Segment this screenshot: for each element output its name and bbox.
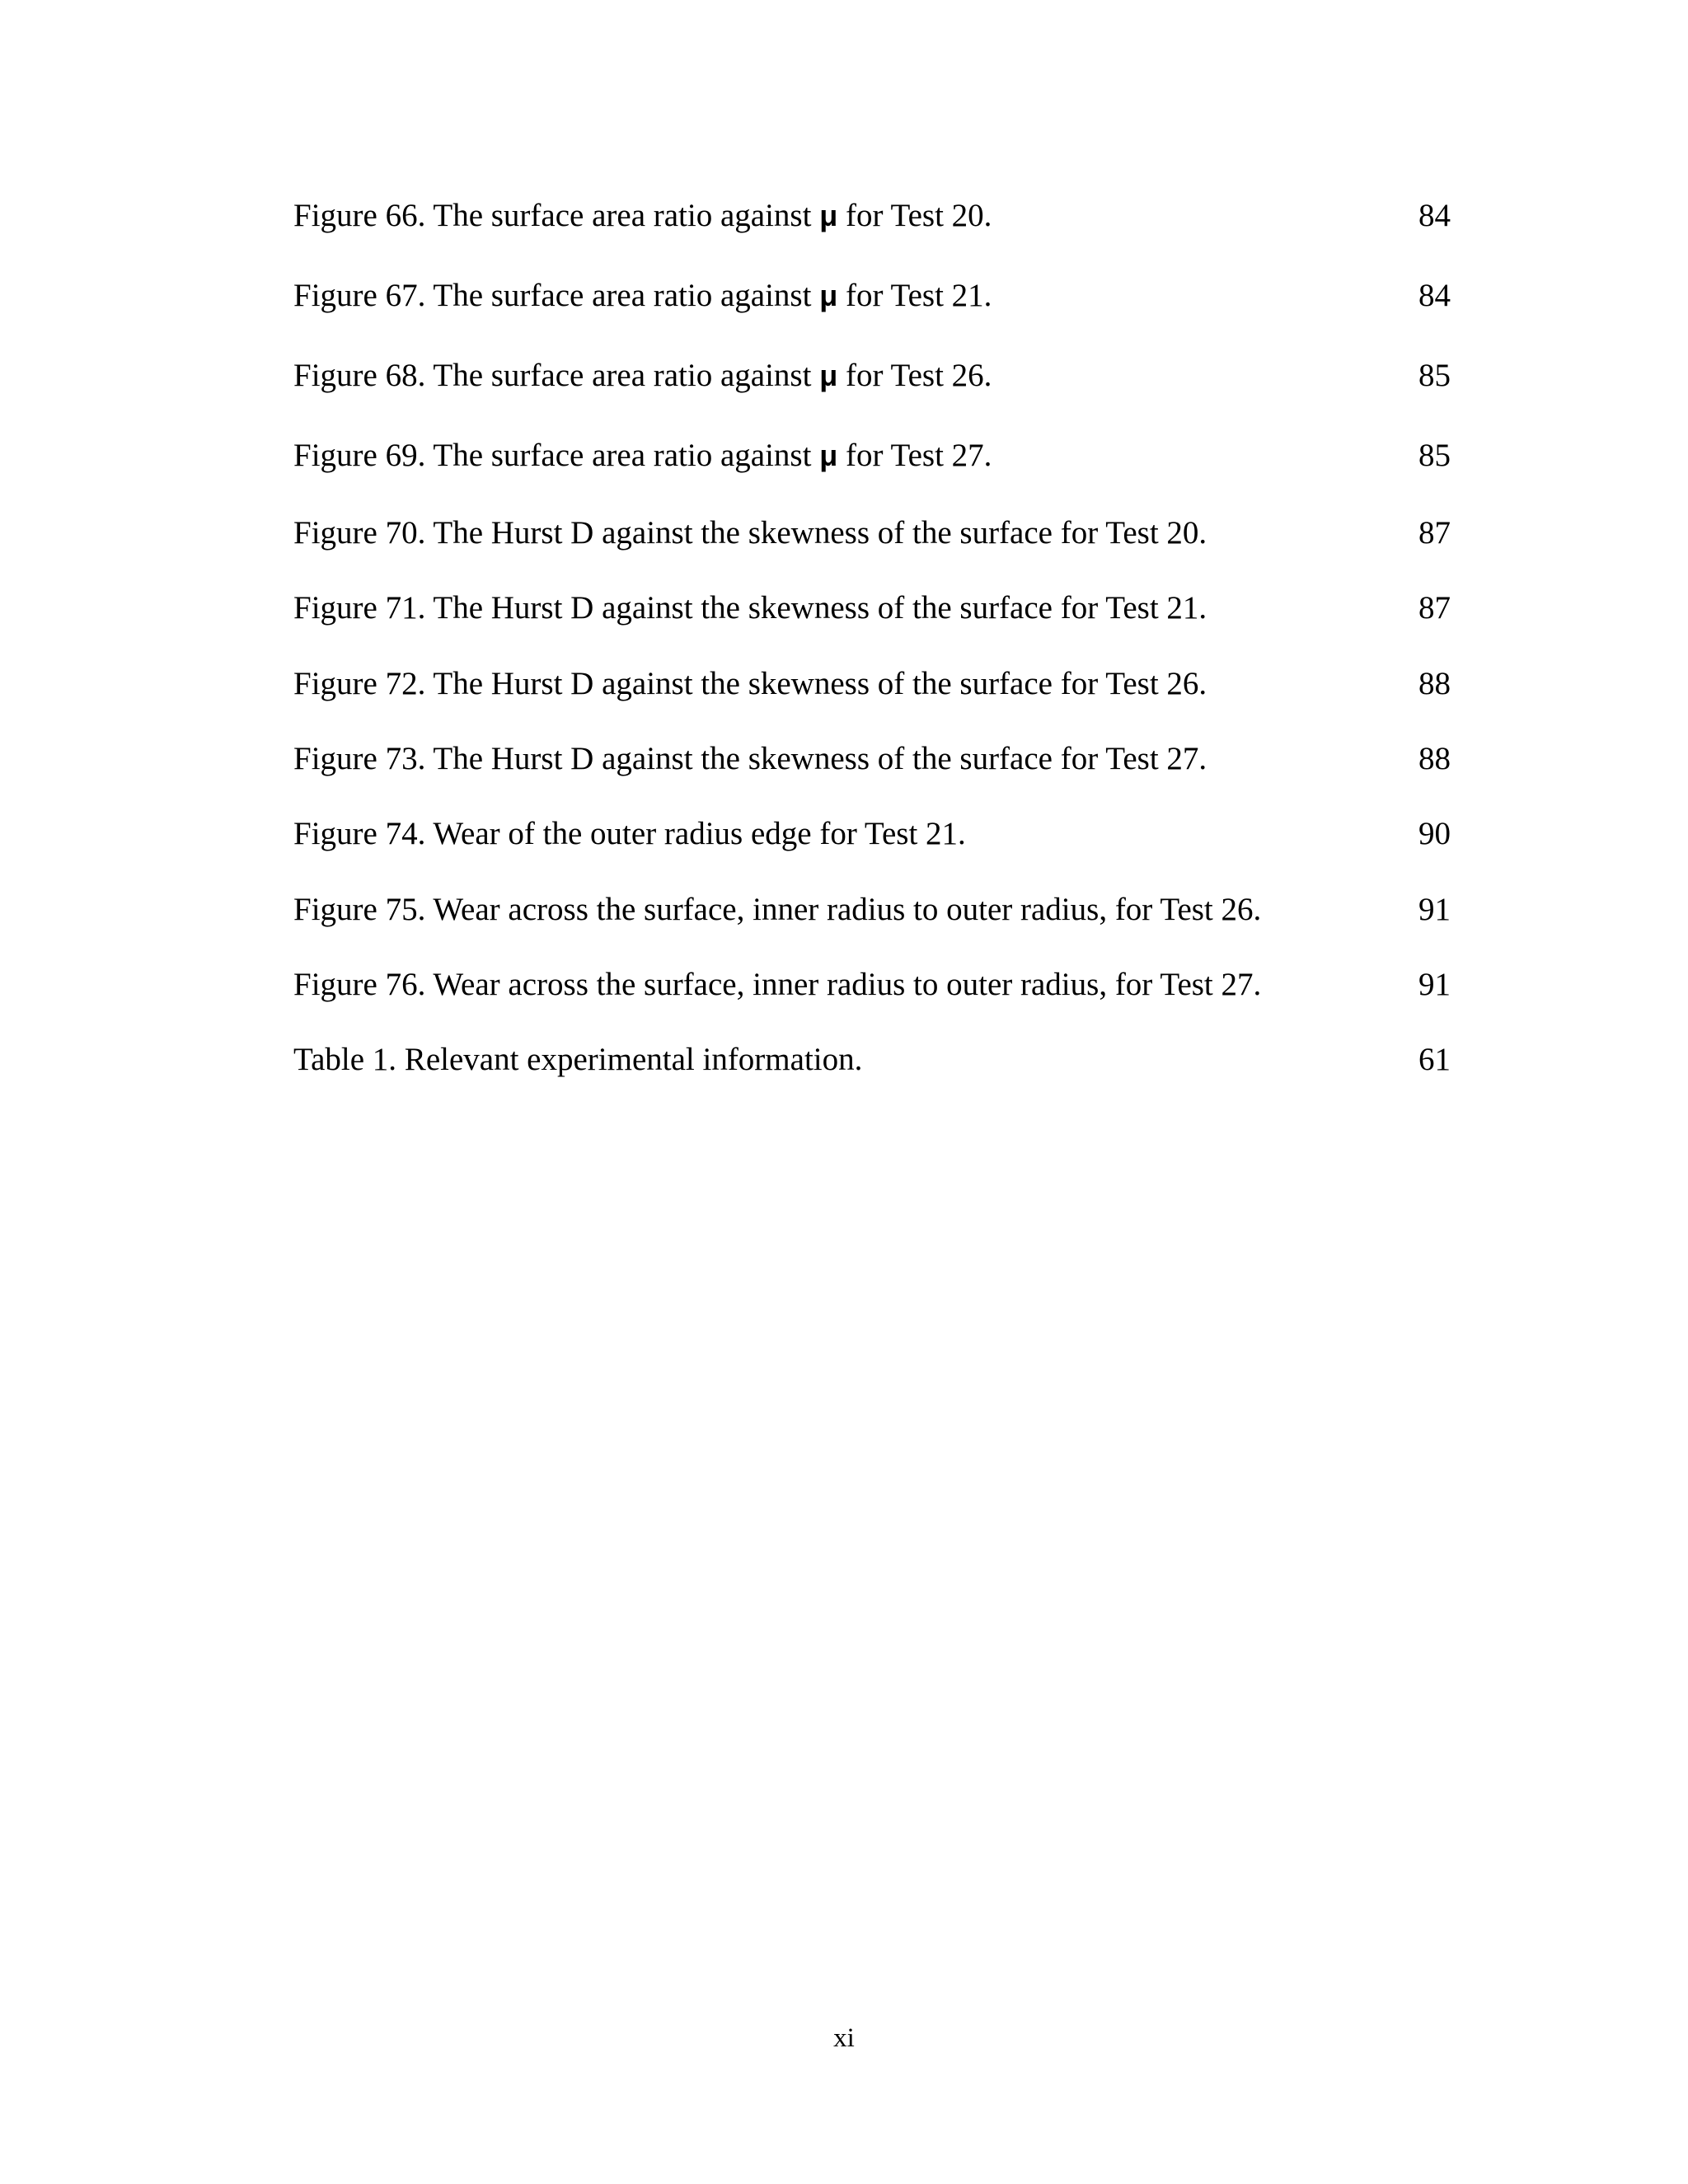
entry-page-number: 84	[1418, 278, 1451, 313]
toc-entry-figure-72	[293, 659, 1451, 709]
entry-title: Figure 76. Wear across the surface, inner radius to outer radius, for Test 27.	[293, 967, 1262, 1002]
mu-symbol: μ	[819, 199, 838, 232]
entry-page-number: 87	[1418, 515, 1451, 551]
entry-page-number: 88	[1418, 741, 1451, 776]
entry-page-number: 88	[1418, 666, 1451, 701]
entry-page-number: 91	[1418, 967, 1451, 1002]
entry-page-number: 85	[1418, 358, 1451, 393]
entry-title: Figure 68. The surface area ratio against μ for Test 26.	[293, 358, 992, 393]
toc-entry-figure-75	[293, 885, 1451, 935]
mu-symbol: μ	[819, 438, 838, 472]
entry-page-number: 87	[1418, 590, 1451, 626]
entry-title: Figure 74. Wear of the outer radius edge for Test 21.	[293, 816, 966, 851]
toc-entry-figure-71	[293, 583, 1451, 633]
toc-entry-figure-70	[293, 509, 1451, 558]
toc-entry-figure-69	[293, 431, 1451, 480]
entry-title: Figure 70. The Hurst D against the skewness of the surface for Test 20.	[293, 515, 1207, 551]
entry-title: Figure 71. The Hurst D against the skewness of the surface for Test 21.	[293, 590, 1207, 626]
entry-page-number: 61	[1418, 1042, 1451, 1077]
entry-title: Figure 69. The surface area ratio against μ for Test 27.	[293, 438, 992, 473]
entry-page-number: 85	[1418, 438, 1451, 473]
entry-page-number: 90	[1418, 816, 1451, 851]
toc-entry-table-1	[293, 1035, 1451, 1085]
entry-title: Figure 67. The surface area ratio against μ for Test 21.	[293, 278, 992, 313]
toc-entry-figure-67	[293, 271, 1451, 321]
mu-symbol: μ	[819, 359, 838, 392]
toc-entry-figure-76	[293, 960, 1451, 1010]
entry-title: Figure 75. Wear across the surface, inner radius to outer radius, for Test 26.	[293, 892, 1262, 927]
entry-title: Figure 66. The surface area ratio against μ for Test 20.	[293, 198, 992, 233]
entry-page-number: 91	[1418, 892, 1451, 927]
entry-title: Table 1. Relevant experimental information.	[293, 1042, 863, 1077]
toc-entry-figure-74	[293, 809, 1451, 859]
entry-title: Figure 73. The Hurst D against the skewness of the surface for Test 27.	[293, 741, 1207, 776]
toc-entry-figure-68	[293, 351, 1451, 401]
mu-symbol: μ	[819, 279, 838, 312]
entry-title: Figure 72. The Hurst D against the skewness of the surface for Test 26.	[293, 666, 1207, 701]
toc-entry-figure-66	[293, 191, 1451, 241]
toc-entry-figure-73	[293, 734, 1451, 784]
entry-page-number: 84	[1418, 198, 1451, 233]
page-number: xi	[833, 2023, 855, 2053]
